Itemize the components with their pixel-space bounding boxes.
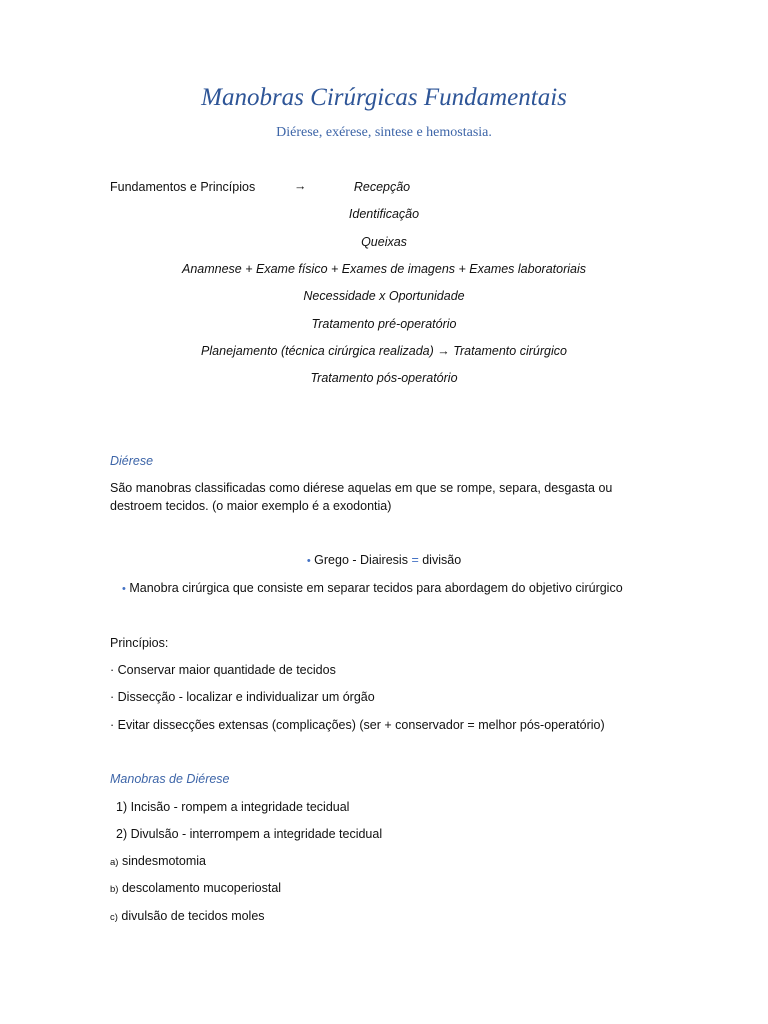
fundamentos-step-pos-operatorio: Tratamento pós-operatório (310, 371, 458, 385)
fundamentos-step-pre-operatorio: Tratamento pré-operatório (311, 317, 457, 331)
fundamentos-step-queixas: Queixas (361, 235, 407, 249)
fundamentos-label: Fundamentos e Princípios (110, 180, 256, 194)
bullet-grego-left: Grego - Diairesis (314, 553, 408, 567)
principio-item-3: · Evitar dissecções extensas (complicações) (ser + conservador = melhor pós-operatório) (110, 718, 605, 732)
bullet-grego (0, 553, 768, 567)
bullet-icon: • (306, 555, 311, 567)
list-item-text: descolamento mucoperiostal (121, 881, 282, 895)
principios-heading: Princípios: (110, 636, 169, 650)
fundamentos-step-anamnese: Anamnese + Exame físico + Exames de imagens + Exames laboratoriais (181, 262, 587, 276)
manobra-divulsao: 2) Divulsão - interrompem a integridade tecidual (116, 827, 383, 841)
arrow-icon: → (294, 179, 307, 193)
page-subtitle: Diérese, exérese, sintese e hemostasia. (276, 125, 492, 140)
list-letter: a) (110, 857, 119, 868)
lettered-item-a (110, 854, 206, 868)
list-letter: b) (110, 884, 119, 895)
equals-sign: = (411, 553, 419, 567)
dierese-paragraph-line1: São manobras classificadas como diérese aquelas em que se rompe, separa, desgasta ou (110, 481, 613, 495)
list-letter: c) (110, 912, 118, 923)
fundamentos-step-recepcao: Recepção (353, 180, 411, 194)
dierese-heading: Diérese (110, 454, 154, 468)
principio-item-2: · Dissecção - localizar e individualizar um órgão (110, 690, 375, 704)
bullet-icon: • (122, 583, 126, 595)
bullet-manobra (122, 581, 623, 595)
page-title: Manobras Cirúrgicas Fundamentais (201, 84, 567, 111)
list-item-text: divulsão de tecidos moles (121, 909, 265, 923)
dierese-paragraph-line2: destroem tecidos. (o maior exemplo é a exodontia) (110, 499, 392, 513)
lettered-item-b (110, 881, 281, 895)
fundamentos-step-necessidade: Necessidade x Oportunidade (303, 289, 465, 303)
bullet-grego-right: divisão (422, 553, 462, 567)
manobra-incisao: 1) Incisão - rompem a integridade tecidual (116, 800, 350, 814)
manobras-heading: Manobras de Diérese (110, 772, 230, 786)
principio-item-1: · Conservar maior quantidade de tecidos (110, 663, 336, 677)
fundamentos-step-planejamento: Planejamento (técnica cirúrgica realizada) → Tratamento cirúrgico (201, 344, 567, 358)
list-item-text: sindesmotomia (121, 854, 207, 868)
bullet-manobra-text: Manobra cirúrgica que consiste em separar tecidos para abordagem do objetivo cirúrgico (129, 581, 623, 595)
fundamentos-step-identificacao: Identificação (348, 207, 420, 221)
lettered-item-c (110, 909, 265, 923)
